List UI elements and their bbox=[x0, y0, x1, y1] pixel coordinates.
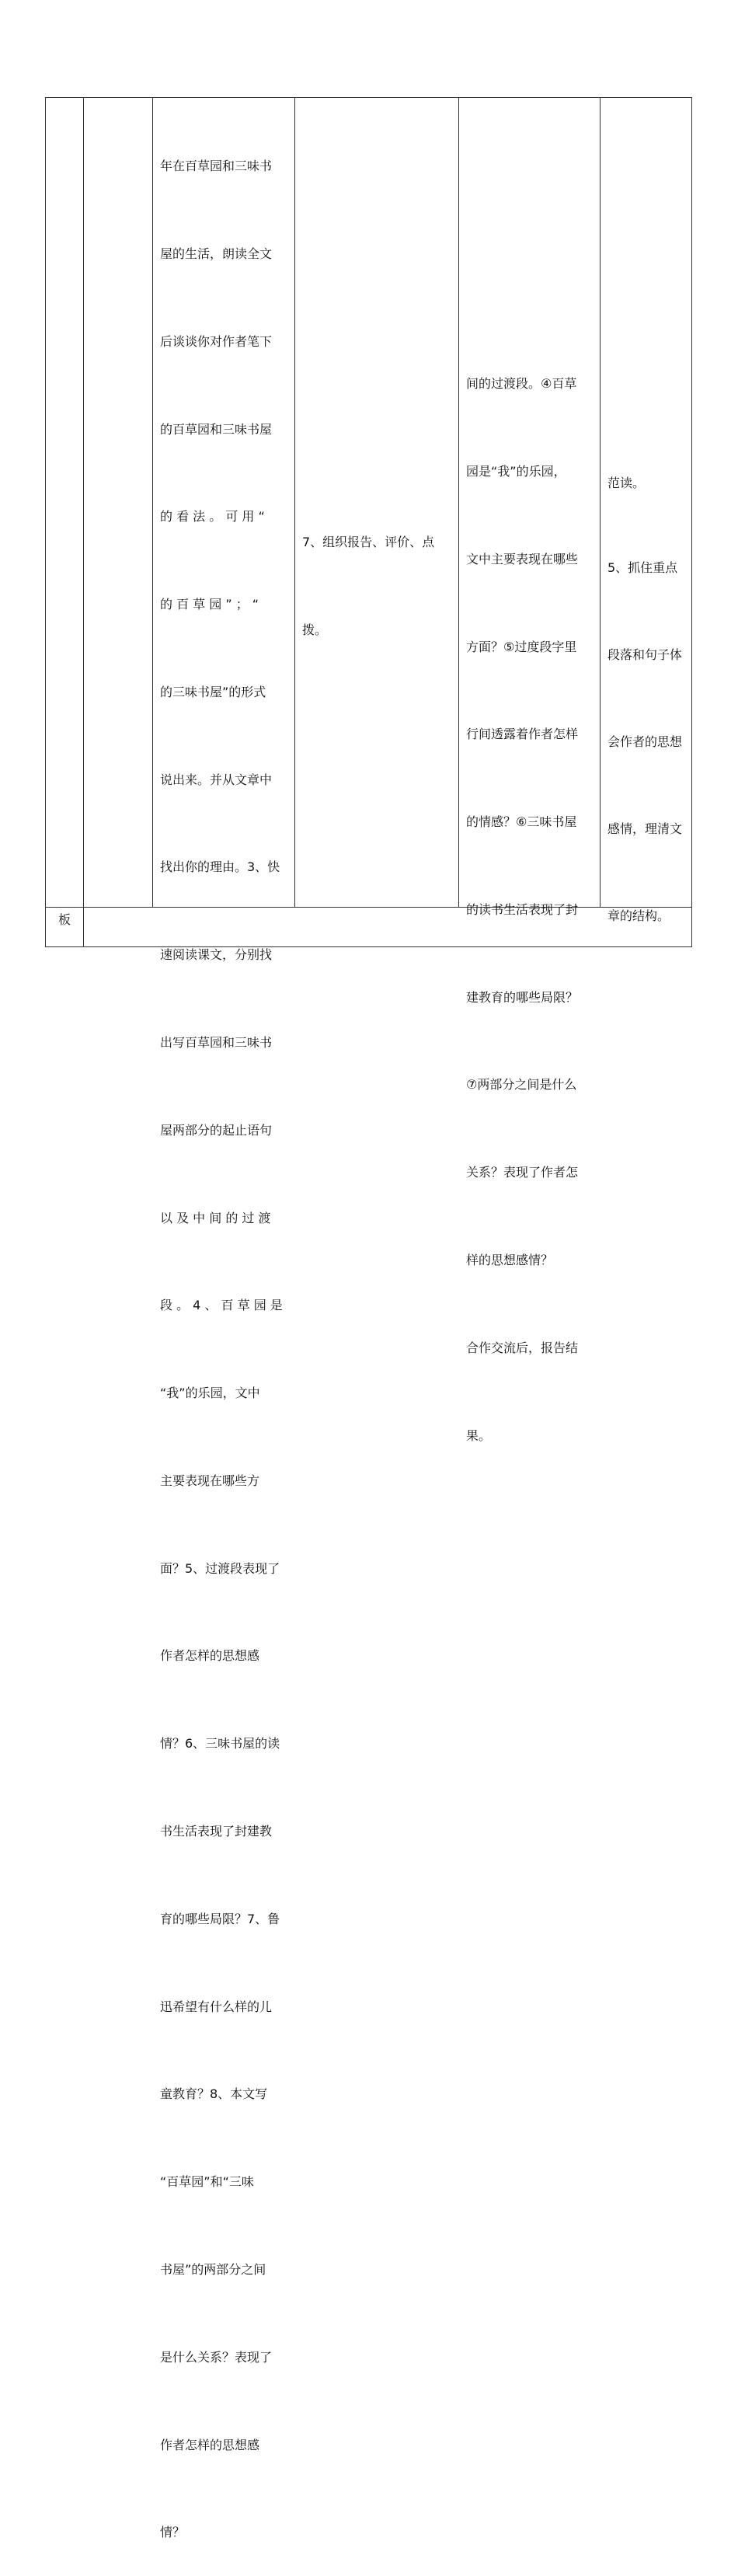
text-line: 育的哪些局限？7、鲁 bbox=[160, 1911, 280, 1926]
guidance-cell bbox=[302, 469, 434, 674]
text-line: 行间透露着作者怎样 bbox=[466, 727, 579, 742]
text-line: 会作者的思想 bbox=[607, 734, 683, 749]
text-line: 的读书生活表现了封 bbox=[466, 901, 579, 917]
text-line: 章的结构。 bbox=[607, 908, 670, 923]
text-line: 屋的生活，朗读全文 bbox=[160, 246, 273, 261]
column-divider-3 bbox=[294, 97, 295, 908]
text-line: 关系？表现了作者怎 bbox=[466, 1165, 579, 1180]
text-line: “我”的乐园，文中 bbox=[160, 1386, 260, 1401]
text-line: 段 。 4 、 百 草 园 是 bbox=[160, 1298, 283, 1313]
text-line: 童教育？8、本文写 bbox=[160, 2086, 268, 2102]
table-right-border bbox=[691, 97, 692, 947]
student-activity-cell bbox=[466, 311, 578, 1480]
table-top-border bbox=[45, 97, 692, 98]
text-line: 作者怎样的思想感 bbox=[160, 2437, 260, 2452]
text-line: 间的过渡段。④百草 bbox=[466, 376, 577, 392]
text-line: 作者怎样的思想感 bbox=[160, 1648, 260, 1664]
text-line: 样的思想感情？ bbox=[466, 1253, 554, 1267]
text-line: 果。 bbox=[466, 1427, 492, 1443]
text-line: 感情，理清文 bbox=[607, 821, 683, 836]
text-line: 5、抓住重点 bbox=[607, 560, 678, 576]
text-line: ⑦两部分之间是什么 bbox=[466, 1077, 577, 1093]
text-line: 的三味书屋”的形式 bbox=[160, 684, 266, 699]
text-line: 迅希望有什么样的儿 bbox=[160, 1999, 273, 2014]
text-line: 拨。 bbox=[302, 622, 328, 637]
text-line: “百草园”和“三味 bbox=[160, 2174, 254, 2190]
column-divider-4 bbox=[458, 97, 459, 908]
text-line: 段落和句子体 bbox=[607, 647, 683, 663]
text-line: 范读。 bbox=[607, 476, 646, 491]
text-line: 的情感？⑥三味书屋 bbox=[466, 814, 577, 830]
design-intent-cell bbox=[607, 413, 682, 959]
text-line: 说出来。并从文章中 bbox=[160, 772, 273, 787]
text-line: 是什么关系？表现了 bbox=[160, 2349, 273, 2365]
text-line: 出写百草园和三味书 bbox=[160, 1035, 273, 1050]
text-line: 主要表现在哪些方 bbox=[160, 1473, 260, 1488]
text-line: 园是“我”的乐园， bbox=[466, 463, 566, 479]
row-divider bbox=[45, 907, 692, 908]
text-line: 找出你的理由。3、快 bbox=[160, 859, 280, 875]
text-line: 以 及 中 间 的 过 渡 bbox=[160, 1210, 271, 1225]
text-line: 的 百 草 园 ” ； “ bbox=[160, 597, 259, 612]
text-line: 的 看 法 。 可 用 “ bbox=[160, 509, 265, 525]
text-line: 屋两部分的起止语句 bbox=[160, 1122, 273, 1138]
board-row-label: 板 bbox=[58, 912, 71, 927]
text-line: 的百草园和三味书屋 bbox=[160, 421, 273, 437]
text-line: 年在百草园和三味书 bbox=[160, 159, 273, 174]
teacher-activity-cell bbox=[160, 93, 283, 2576]
text-line: 速阅读课文，分别找 bbox=[160, 947, 273, 963]
table-bottom-border bbox=[45, 946, 692, 947]
text-line: 建教育的哪些局限？ bbox=[466, 989, 579, 1005]
text-line: 书生活表现了封建教 bbox=[160, 1824, 273, 1839]
column-divider-1 bbox=[83, 97, 84, 947]
text-line: 书屋”的两部分之间 bbox=[160, 2261, 266, 2277]
text-line: 面？5、过渡段表现了 bbox=[160, 1560, 280, 1576]
table-left-border bbox=[45, 97, 46, 947]
text-line: 情？6、三味书屋的读 bbox=[160, 1736, 280, 1752]
text-line: 文中主要表现在哪些 bbox=[466, 551, 579, 566]
text-line: 方面？⑤过度段字里 bbox=[466, 639, 577, 654]
column-divider-2 bbox=[152, 97, 153, 908]
text-line: 7、组织报告、评价、点 bbox=[302, 535, 435, 549]
text-line: 后谈谈你对作者笔下 bbox=[160, 333, 273, 349]
text-line: 情？ bbox=[160, 2525, 186, 2540]
text-line: 合作交流后，报告结 bbox=[466, 1340, 579, 1355]
